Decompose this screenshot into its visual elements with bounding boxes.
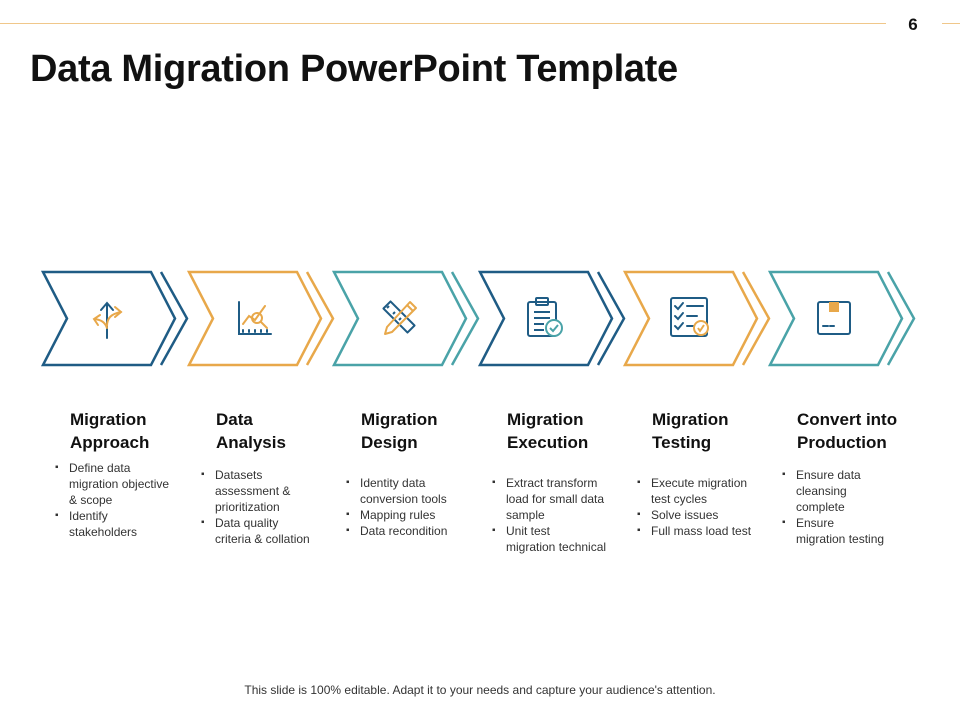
step-title <box>652 408 772 454</box>
step-title-line2: Analysis <box>216 433 286 452</box>
step-title-line1: Convert into <box>797 410 898 429</box>
bullet-list <box>637 475 771 539</box>
step-migration-execution <box>478 270 623 570</box>
step-title <box>216 408 336 454</box>
step-data-analysis <box>187 270 332 570</box>
step-migration-approach <box>41 270 186 570</box>
header-rule-right <box>942 23 960 24</box>
step-title-line2: Testing <box>652 433 712 452</box>
bullet-item: ▪ Define data migration objective & scope <box>55 460 189 508</box>
split-arrow-icon <box>81 292 133 344</box>
bullet-item: ▪ Execute migration test cycles <box>637 475 771 507</box>
bullet-item: ▪ Solve issues <box>637 507 771 523</box>
bullet-item: ▪ Ensure data cleansing complete <box>782 467 916 515</box>
step-title-line1: Migration <box>361 410 438 429</box>
step-title-line1: Migration <box>652 410 729 429</box>
clipboard-check-icon <box>518 292 570 344</box>
checklist-icon <box>663 292 715 344</box>
step-migration-design <box>332 270 477 570</box>
bullet-item: ▪ Data quality criteria & collation <box>201 515 335 547</box>
step-title-line1: Migration <box>70 410 147 429</box>
step-migration-testing <box>623 270 768 570</box>
bullet-item: ▪ Identity data conversion tools <box>346 475 480 507</box>
step-title <box>361 408 481 454</box>
step-title-line1: Migration <box>507 410 584 429</box>
bullet-item: ▪ Ensure migration testing <box>782 515 916 547</box>
step-title-line2: Production <box>797 433 887 452</box>
header-rule-left <box>0 23 886 24</box>
bullet-item: ▪ Data recondition <box>346 523 480 539</box>
bullet-item: ▪ Full mass load test <box>637 523 771 539</box>
step-title-line2: Design <box>361 433 418 452</box>
bullet-item: ▪ Extract transform load for small data sample <box>492 475 626 523</box>
package-box-icon <box>808 292 860 344</box>
slide-title: Data Migration PowerPoint Template <box>30 48 678 90</box>
pencil-ruler-icon <box>372 292 424 344</box>
bullet-item: ▪ Identify stakeholders <box>55 508 189 540</box>
bullet-list <box>346 475 480 539</box>
footer-note: This slide is 100% editable. Adapt it to your needs and capture your audience's attention. <box>244 683 716 697</box>
step-convert-into-production <box>768 270 913 570</box>
step-title <box>70 408 190 454</box>
bullet-list <box>55 460 189 540</box>
step-title-line1: Data <box>216 410 253 429</box>
bullet-item: ▪ Datasets assessment & prioritization <box>201 467 335 515</box>
analysis-chart-icon <box>227 292 279 344</box>
step-title-line2: Approach <box>70 433 150 452</box>
bullet-list <box>201 467 335 547</box>
bullet-item: ▪ Unit test migration technical <box>492 523 626 555</box>
step-title-line2: Execution <box>507 433 589 452</box>
bullet-list <box>492 475 626 555</box>
step-title <box>507 408 627 454</box>
bullet-list <box>782 467 916 547</box>
page-number: 6 <box>908 15 918 34</box>
step-title <box>797 408 917 454</box>
bullet-item: ▪ Mapping rules <box>346 507 480 523</box>
